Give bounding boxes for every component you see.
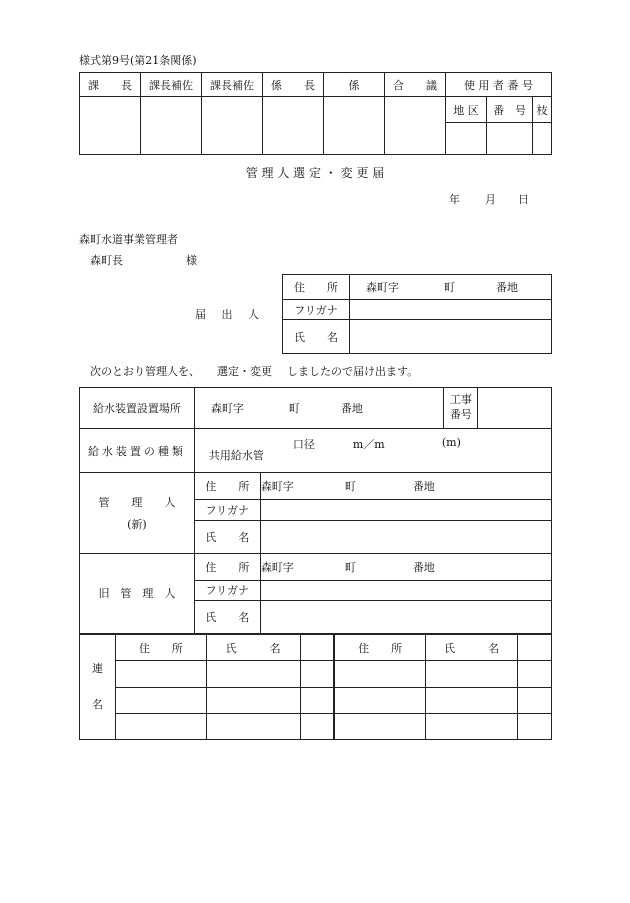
joint-seal-header bbox=[518, 635, 552, 661]
approval-stamp-box[interactable] bbox=[263, 97, 324, 155]
notifier-name-label: 氏 名 bbox=[283, 320, 350, 354]
new-name-field[interactable] bbox=[260, 520, 551, 553]
user-district-field[interactable] bbox=[446, 123, 487, 155]
approval-col-kakari: 係 bbox=[324, 73, 385, 97]
joint-name-field[interactable] bbox=[206, 661, 300, 687]
old-furigana-field[interactable] bbox=[260, 580, 551, 600]
approval-col-gogi: 合 議 bbox=[385, 73, 446, 97]
type-value: 共用給水管 bbox=[208, 449, 264, 463]
joint-address-header: 住 所 bbox=[115, 635, 206, 661]
statement-suffix: しましたので届け出ます。 bbox=[287, 365, 419, 378]
new-address-label: 住 所 bbox=[194, 473, 260, 500]
location-field[interactable] bbox=[194, 388, 478, 429]
approval-col-hosa2: 課長補佐 bbox=[202, 73, 263, 97]
joint-name-header: 氏 名 bbox=[426, 635, 518, 661]
user-branch-field[interactable] bbox=[533, 123, 552, 155]
notifier-address-banchi: 番地 bbox=[496, 281, 518, 294]
new-furigana-field[interactable] bbox=[260, 500, 551, 520]
new-address-field[interactable] bbox=[260, 473, 551, 500]
approval-stamp-box[interactable] bbox=[202, 97, 263, 155]
user-number-label: 番 号 bbox=[487, 97, 533, 123]
old-manager-label: 旧 管 理 人 bbox=[80, 553, 195, 633]
new-address-cho: 町 bbox=[344, 480, 356, 494]
joint-table bbox=[79, 634, 552, 740]
new-address-town: 森町字 bbox=[260, 480, 294, 494]
joint-seal-field[interactable] bbox=[300, 713, 334, 739]
approval-stamp-box[interactable] bbox=[324, 97, 385, 155]
user-branch-label: 枝 bbox=[533, 97, 552, 123]
details-table bbox=[79, 387, 552, 634]
type-field[interactable] bbox=[194, 429, 551, 473]
statement-prefix: 次のとおり管理人を、 bbox=[90, 365, 200, 378]
joint-seal-field[interactable] bbox=[518, 661, 552, 687]
notifier-label: 届 出 人 bbox=[195, 308, 265, 321]
location-cho: 町 bbox=[288, 402, 300, 416]
page-title: 管 理 人 選 定 ・ 変 更 届 bbox=[245, 166, 385, 180]
approval-table bbox=[79, 72, 552, 155]
new-address-banchi: 番地 bbox=[412, 480, 435, 494]
date-day: 日 bbox=[518, 193, 529, 206]
joint-name-field[interactable] bbox=[426, 713, 518, 739]
addressee-sama: 様 bbox=[186, 254, 197, 267]
joint-seal-header bbox=[300, 635, 334, 661]
location-banchi: 番地 bbox=[340, 402, 363, 416]
date-month: 月 bbox=[485, 193, 496, 206]
joint-label-1: 連 bbox=[91, 662, 103, 675]
joint-seal-field[interactable] bbox=[518, 687, 552, 713]
joint-label-2: 名 bbox=[91, 698, 103, 711]
notifier-name-field[interactable] bbox=[350, 320, 552, 354]
new-manager-label-cell bbox=[80, 473, 195, 553]
joint-name-field[interactable] bbox=[426, 661, 518, 687]
old-address-banchi: 番地 bbox=[412, 560, 435, 574]
joint-address-field[interactable] bbox=[334, 661, 426, 687]
joint-name-field[interactable] bbox=[206, 687, 300, 713]
notifier-address-cho: 町 bbox=[444, 281, 455, 294]
joint-address-header: 住 所 bbox=[334, 635, 426, 661]
addressee-org: 森町水道事業管理者 bbox=[79, 233, 178, 246]
user-number-field[interactable] bbox=[487, 123, 533, 155]
joint-label-cell bbox=[80, 635, 116, 740]
location-town: 森町字 bbox=[210, 402, 244, 416]
date-year: 年 bbox=[449, 193, 460, 206]
approval-col-kakaricho: 係 長 bbox=[263, 73, 324, 97]
old-address-cho: 町 bbox=[344, 560, 356, 574]
work-number-label-1: 工事 bbox=[449, 393, 472, 407]
old-address-field[interactable] bbox=[260, 553, 551, 580]
joint-seal-field[interactable] bbox=[300, 661, 334, 687]
joint-name-header: 氏 名 bbox=[206, 635, 300, 661]
notifier-address-town: 森町字 bbox=[366, 281, 399, 294]
location-label: 給水装置設置場所 bbox=[80, 388, 195, 429]
joint-name-field[interactable] bbox=[426, 687, 518, 713]
bore-paren: (m) bbox=[441, 436, 461, 450]
approval-stamp-box[interactable] bbox=[80, 97, 141, 155]
work-number-label-2: 番号 bbox=[449, 408, 472, 422]
new-furigana-label: フリガナ bbox=[194, 500, 260, 520]
old-name-field[interactable] bbox=[260, 600, 551, 633]
joint-seal-field[interactable] bbox=[300, 687, 334, 713]
new-name-label: 氏 名 bbox=[194, 520, 260, 553]
addressee-mayor: 森町長 bbox=[90, 254, 123, 267]
old-furigana-label: フリガナ bbox=[194, 580, 260, 600]
work-number-field[interactable] bbox=[478, 388, 552, 429]
statement bbox=[90, 363, 418, 379]
approval-stamp-box[interactable] bbox=[385, 97, 446, 155]
joint-seal-field[interactable] bbox=[518, 713, 552, 739]
old-name-label: 氏 名 bbox=[194, 600, 260, 633]
new-manager-sub: (新) bbox=[127, 517, 147, 531]
joint-name-field[interactable] bbox=[206, 713, 300, 739]
old-address-town: 森町字 bbox=[260, 560, 294, 574]
joint-address-field[interactable] bbox=[115, 661, 206, 687]
new-manager-label: 管 理 人 bbox=[98, 495, 176, 509]
statement-options[interactable]: 選定・変更 bbox=[217, 365, 272, 378]
notifier-table bbox=[282, 274, 552, 354]
bore-unit: m／m bbox=[352, 438, 385, 452]
approval-col-hosa1: 課長補佐 bbox=[141, 73, 202, 97]
joint-address-field[interactable] bbox=[115, 713, 206, 739]
notifier-furigana-field[interactable] bbox=[350, 300, 552, 320]
form-number: 様式第9号(第21条関係) bbox=[79, 54, 197, 67]
notifier-address-field[interactable] bbox=[350, 275, 552, 300]
joint-address-field[interactable] bbox=[334, 687, 426, 713]
notifier-address-label: 住 所 bbox=[283, 275, 350, 300]
old-address-label: 住 所 bbox=[194, 553, 260, 580]
user-district-label: 地 区 bbox=[446, 97, 487, 123]
approval-stamp-box[interactable] bbox=[141, 97, 202, 155]
joint-address-field[interactable] bbox=[334, 713, 426, 739]
user-number-title: 使 用 者 番 号 bbox=[446, 73, 552, 97]
notifier-furigana-label: フリガナ bbox=[283, 300, 350, 320]
approval-col-kacho: 課 長 bbox=[80, 73, 141, 97]
joint-address-field[interactable] bbox=[115, 687, 206, 713]
type-label: 給水装置の種類 bbox=[80, 429, 195, 473]
bore-label: 口径 bbox=[292, 438, 315, 452]
